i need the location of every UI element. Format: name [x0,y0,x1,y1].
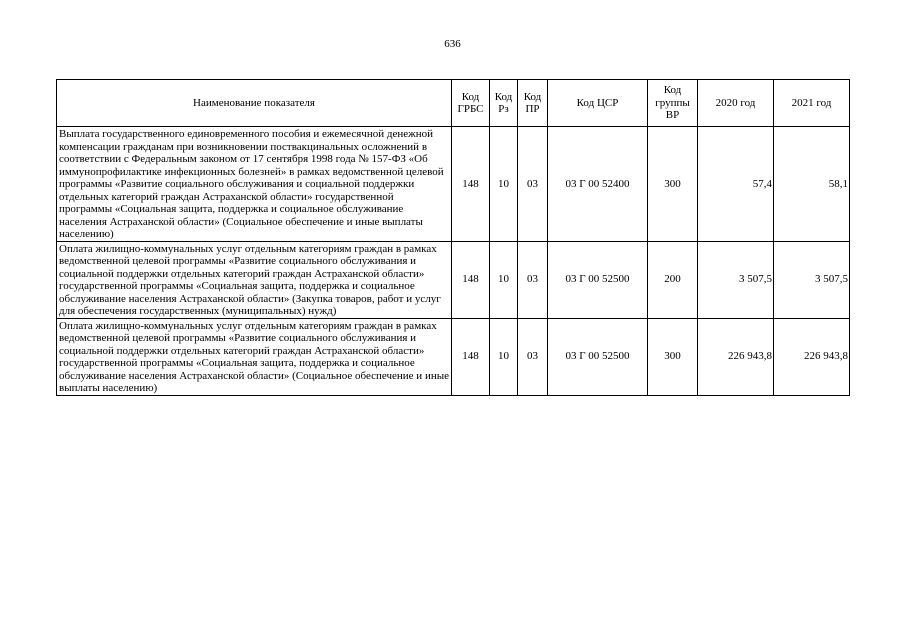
row-grbs: 148 [452,318,490,395]
row-pr: 03 [518,318,548,395]
header-vr: Код группы ВР [648,80,698,127]
row-csr: 03 Г 00 52500 [548,318,648,395]
row-vr: 300 [648,318,698,395]
row-2020: 57,4 [698,127,774,242]
header-name: Наименование показателя [57,80,452,127]
header-2020: 2020 год [698,80,774,127]
row-vr: 300 [648,127,698,242]
row-name: Оплата жилищно-коммунальных услуг отдельным категориям граждан в рамках ведомственной целевой программы «Развитие социального обслуживания и социальной поддержки отдельных категорий граждан Астраханской области» государственной программы «Социальная защита, поддержка и социальное обслуживание населения Астраханской области» (Закупка товаров, работ и услуг для обеспечения государственных (муниципальных) нужд) [57,241,452,318]
table-row [57,241,850,318]
row-pr: 03 [518,127,548,242]
row-2021: 3 507,5 [774,241,850,318]
row-2021: 58,1 [774,127,850,242]
row-grbs: 148 [452,241,490,318]
row-name: Оплата жилищно-коммунальных услуг отдельным категориям граждан в рамках ведомственной целевой программы «Развитие социального обслуживания и социальной поддержки отдельных категорий граждан Астраханской области» государственной программы «Социальная защита, поддержка и социальное обслуживание населения Астраханской области» (Социальное обеспечение и иные выплаты населению) [57,318,452,395]
row-vr: 200 [648,241,698,318]
table-row [57,127,850,242]
row-rz: 10 [490,241,518,318]
page-number: 636 [444,38,461,50]
header-csr: Код ЦСР [548,80,648,127]
row-grbs: 148 [452,127,490,242]
header-2021: 2021 год [774,80,850,127]
row-pr: 03 [518,241,548,318]
row-rz: 10 [490,318,518,395]
table-row [57,318,850,395]
row-2020: 226 943,8 [698,318,774,395]
budget-table [56,79,850,396]
table-header-row [57,80,850,127]
header-grbs: Код ГРБС [452,80,490,127]
header-rz: Код Рз [490,80,518,127]
row-csr: 03 Г 00 52400 [548,127,648,242]
row-name: Выплата государственного единовременного пособия и ежемесячной денежной компенсации гражданам при возникновении поствакцинальных осложнений в соответствии с Федеральным законом от 17 сентября 1998 года № 157-ФЗ «Об иммунопрофилактике инфекционных болезней» в рамках ведомственной целевой программы «Развитие социального обслуживания и социальной поддержки отдельных категорий граждан Астраханской области» государственной программы «Социальная защита, поддержка и социальное обслуживание населения Астраханской области» (Социальное обеспечение и иные выплаты населению) [57,127,452,242]
row-2021: 226 943,8 [774,318,850,395]
row-rz: 10 [490,127,518,242]
row-2020: 3 507,5 [698,241,774,318]
header-pr: Код ПР [518,80,548,127]
row-csr: 03 Г 00 52500 [548,241,648,318]
